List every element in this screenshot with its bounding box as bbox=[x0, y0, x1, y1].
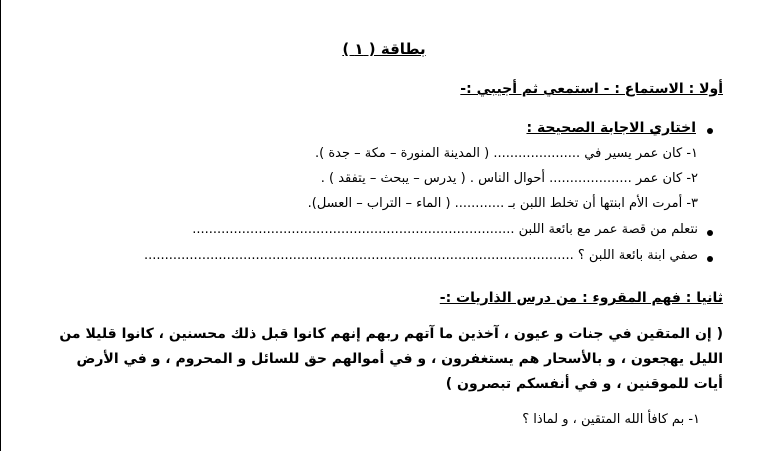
bullet-icon bbox=[707, 256, 713, 262]
quran-passage: ( إن المتقين في جنات و عيون ، آخذين ما آتهم ربهم إنهم كانوا قبل ذلك محسنين ، كانوا قليلا من الليل يهجعون ، و بالأسحار هم يستغفرون ، و في أموالهم حق للسائل و المحروم ، و في الأرض أيات للموقنين ، و في أنفسكم تبصرون ) bbox=[59, 326, 723, 392]
reading-section-heading: ثانيا : فهم المقروء : من درس الذاريات :- bbox=[439, 290, 723, 306]
reading-question-1: ١- بم كافأ الله المتقين ، و لماذا ؟ bbox=[522, 412, 700, 427]
question-describe-daughter: صفي ابنة بائعة اللبن ؟ ........................................................................................................ bbox=[143, 248, 698, 263]
bullet-icon bbox=[707, 128, 713, 134]
bullet-icon bbox=[707, 230, 713, 236]
choice-item-2: ٢- كان عمر .................... أحوال الناس . ( يدرس – يبحث – يتفقد ) . bbox=[320, 171, 698, 186]
choice-item-3: ٣- أمرت الأم ابنتها أن تخلط اللبن بـ ............ ( الماء – التراب – العسل). bbox=[307, 196, 698, 211]
listening-section-heading: أولا : الاستماع : - استمعي ثم أجيبي :- bbox=[460, 81, 723, 97]
choice-item-1: ١- كان عمر يسير في ..................... ( المدينة المنورة – مكة – جدة ). bbox=[315, 146, 698, 161]
question-lesson-learned: نتعلم من قصة عمر مع بائعة اللبن .............................................................................. bbox=[192, 222, 698, 237]
card-title: بطاقة ( ١ ) bbox=[342, 40, 426, 58]
choose-correct-heading: اختاري الاجابة الصحيحة : bbox=[526, 120, 696, 136]
